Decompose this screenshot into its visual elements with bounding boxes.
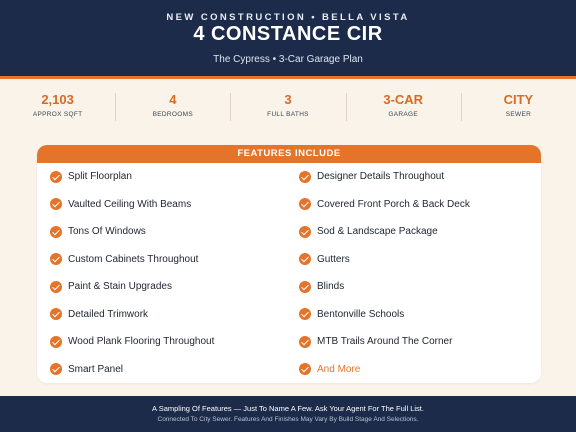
footer-disclaimer: Connected To City Sewer. Features And Finishes May Vary By Build Stage And Selections. [157,416,419,423]
feature-item [50,356,292,384]
page-title: 4 CONSTANCE CIR [193,23,383,45]
stats-row [0,88,576,128]
check-circle-icon [50,171,62,183]
feature-label: Custom Cabinets Throughout [68,253,199,265]
feature-label: MTB Trails Around The Corner [317,336,453,348]
stat-baths [230,88,345,128]
check-circle-icon [299,336,311,348]
stat-label: SEWER [505,111,532,118]
feature-item [299,328,541,356]
check-circle-icon [299,253,311,265]
and-more-label: And More [317,363,361,375]
features-columns [37,163,541,383]
feature-label: Covered Front Porch & Back Deck [317,198,470,210]
header-banner [0,0,576,76]
stat-sqft [0,88,115,128]
feature-label: Split Floorplan [68,171,132,183]
feature-item [299,218,541,246]
feature-item [50,246,292,274]
feature-label: Bentonville Schools [317,308,405,320]
check-circle-icon [299,308,311,320]
feature-label: Detailed Trimwork [68,308,149,320]
stat-value: 3-CAR [383,92,424,107]
check-circle-icon [50,226,62,238]
feature-item [299,301,541,329]
check-circle-icon [50,308,62,320]
stat-value: 2,103 [41,92,74,107]
header-eyebrow: NEW CONSTRUCTION • BELLA VISTA [166,12,410,23]
check-circle-icon [299,171,311,183]
stat-value: 4 [169,92,177,107]
features-heading: FEATURES INCLUDE [37,145,541,163]
feature-label: Vaulted Ceiling With Beams [68,198,192,210]
check-circle-icon [50,281,62,293]
stat-label: FULL BATHS [267,111,309,118]
stat-label: BEDROOMS [152,111,193,118]
features-left-column [37,163,292,383]
check-circle-icon [50,198,62,210]
feature-item [299,191,541,219]
check-circle-icon [299,198,311,210]
check-circle-icon [50,363,62,375]
feature-label: Wood Plank Flooring Throughout [68,336,215,348]
features-card [37,145,541,383]
check-circle-icon [50,253,62,265]
check-circle-icon [299,281,311,293]
stat-label: APPROX SQFT [32,111,83,118]
feature-item [50,191,292,219]
header-subtitle: The Cypress • 3-Car Garage Plan [213,54,363,65]
feature-label: Paint & Stain Upgrades [68,281,172,293]
stat-bedrooms [115,88,230,128]
feature-label: Sod & Landscape Package [317,226,438,238]
footer-note: A Sampling Of Features — Just To Name A Few. Ask Your Agent For The Full List. [152,404,424,413]
feature-item [50,328,292,356]
feature-item [50,163,292,191]
feature-label: Tons Of Windows [68,226,146,238]
check-circle-icon [50,336,62,348]
stat-value: 3 [284,92,292,107]
check-circle-icon [299,226,311,238]
feature-item [299,246,541,274]
feature-item [299,356,541,384]
stat-garage [346,88,461,128]
feature-label: Smart Panel [68,363,124,375]
feature-label: Blinds [317,281,345,293]
check-circle-icon [299,363,311,375]
features-right-column [292,163,541,383]
feature-item [50,218,292,246]
footer-banner [0,396,576,432]
feature-item [299,163,541,191]
header-accent-rule [0,76,576,79]
feature-label: Designer Details Throughout [317,171,445,183]
stat-label: GARAGE [388,111,419,118]
stat-value: CITY [503,92,534,107]
feature-label: Gutters [317,253,350,265]
feature-item [50,273,292,301]
feature-item [299,273,541,301]
feature-item [50,301,292,329]
stat-sewer [461,88,576,128]
